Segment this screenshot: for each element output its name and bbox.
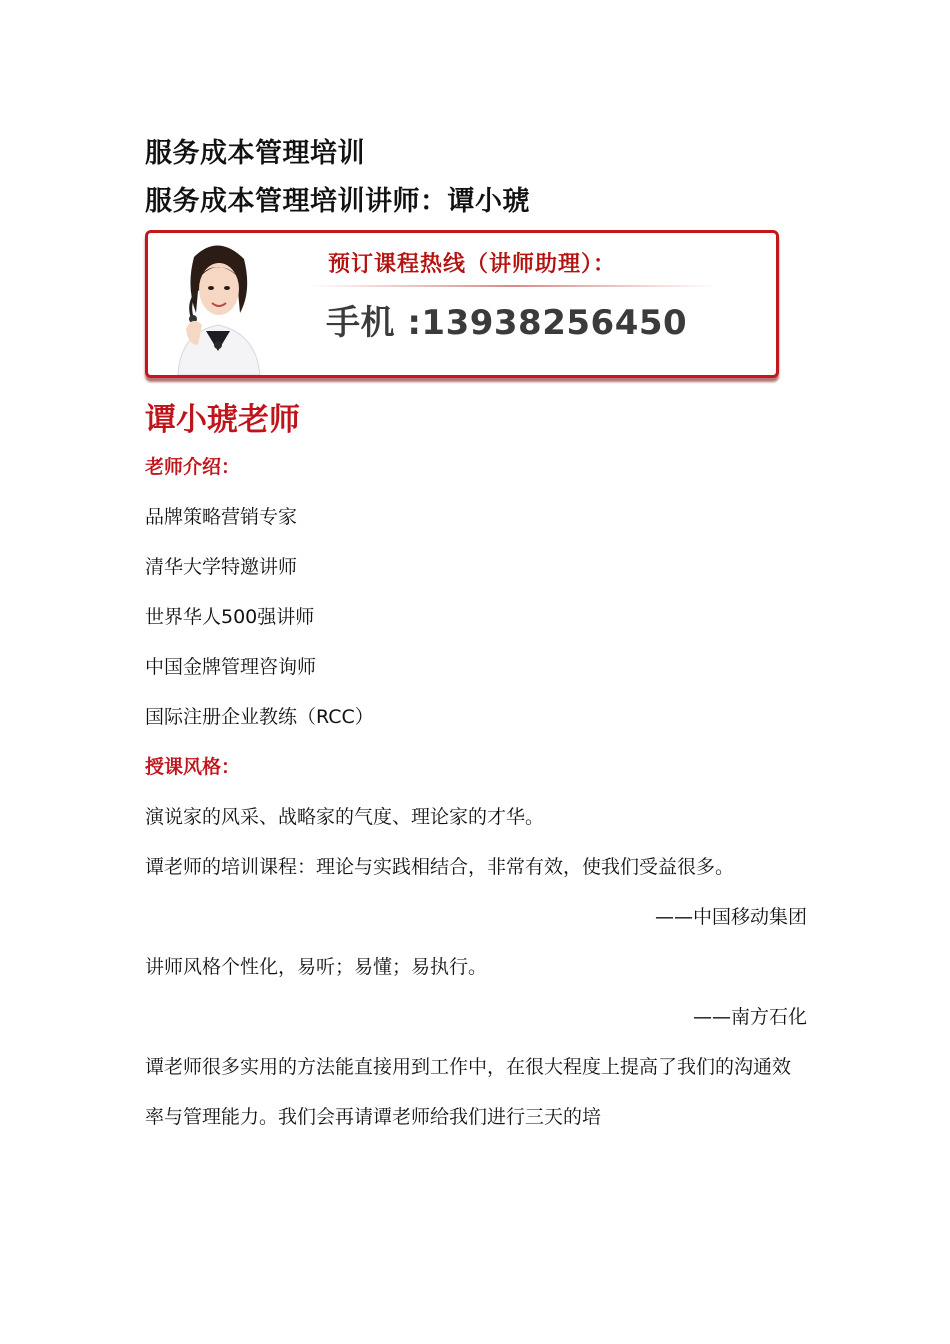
- testimonial-source: ——南方石化: [692, 1006, 807, 1028]
- intro-item: 清华大学特邀讲师: [145, 556, 298, 578]
- receptionist-illustration: [148, 233, 288, 375]
- hotline-label: 预订课程热线（讲师助理）：: [328, 252, 617, 277]
- style-heading: 授课风格：: [145, 756, 241, 778]
- intro-item: 世界华人500强讲师: [145, 606, 315, 628]
- intro-item: 品牌策略营销专家: [145, 506, 298, 528]
- testimonial-quote: 讲师风格个性化，易听；易懂；易执行。: [145, 956, 488, 978]
- teacher-name: 谭小琥老师: [145, 402, 300, 438]
- testimonial-quote: 谭老师的培训课程：理论与实践相结合，非常有效，使我们受益很多。: [145, 856, 735, 878]
- style-text: 演说家的风采、战略家的气度、理论家的才华。: [145, 806, 545, 828]
- banner-divider: [308, 285, 718, 287]
- testimonial-quote: 谭老师很多实用的方法能直接用到工作中，在很大程度上提高了我们的沟通效率与管理能力。我们会再请谭老师给我们进行三天的培: [145, 1056, 792, 1128]
- intro-item: 中国金牌管理咨询师: [145, 656, 317, 678]
- document-content: [145, 130, 807, 1142]
- document-subtitle: 服务成本管理培训讲师：谭小琥: [145, 186, 530, 217]
- testimonial-source: ——中国移动集团: [654, 906, 807, 928]
- phone-number: 手机 :13938256450: [326, 303, 688, 343]
- intro-item: 国际注册企业教练（RCC）: [145, 706, 374, 728]
- intro-heading: 老师介绍：: [145, 456, 241, 478]
- document-title: 服务成本管理培训: [145, 138, 365, 169]
- hotline-banner: [145, 230, 779, 378]
